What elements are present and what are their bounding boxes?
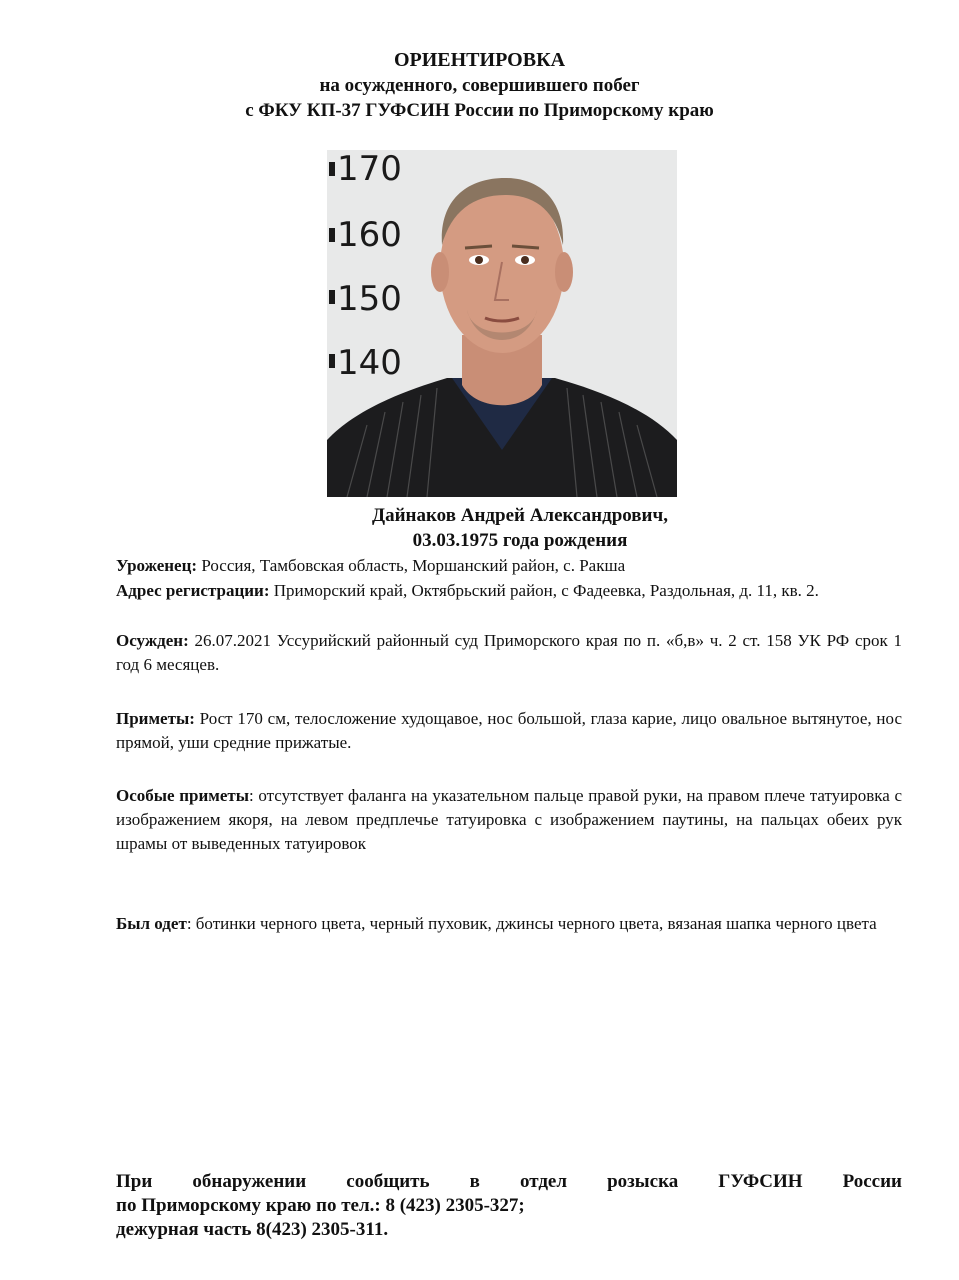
mugshot-illustration [327,150,677,497]
document-header [0,47,959,123]
clothing-paragraph [116,912,902,936]
special-marks-value: : отсутствует фаланга на указательном пальце правой руки, на правом плече татуировка с изображением якоря, на левом предплечье татуировка с изображением паутины, на пальцах обеих рук шрамы от выведенных татуировок [116,786,902,853]
document-title: ОРИЕНТИРОВКА [393,49,566,71]
contact-line-3: дежурная часть 8(423) 2305-311. [116,1219,389,1240]
address-label: Адрес регистрации: [116,581,270,600]
conviction-label: Осужден: [116,631,189,650]
conviction-value: 26.07.2021 Уссурийский районный суд Приморского края по п. «б,в» ч. 2 ст. 158 УК РФ срок 1 год 6 месяцев. [116,631,902,674]
description-paragraph [116,707,902,755]
clothing-value: : ботинки черного цвета, черный пуховик, джинсы черного цвета, вязаная шапка черного цвета [186,914,877,933]
address-value: Приморский край, Октябрьский район, с Фадеевка, Раздольная, д. 11, кв. 2. [269,581,819,600]
special-marks-paragraph [116,784,902,856]
birthplace-value: Россия, Тамбовская область, Моршанский район, с. Ракша [197,556,626,575]
suspect-photo [327,150,677,497]
clothing-label: Был одет [116,914,187,933]
height-mark-150: 150 [337,279,402,319]
description-label: Приметы: [116,709,195,728]
height-mark-160: 160 [337,215,402,255]
description-value: Рост 170 см, телосложение худощавое, нос большой, глаза карие, лицо овальное вытянутое, нос прямой, уши средние прижатые. [116,709,902,752]
person-birth-date: 03.03.1975 года рождения [412,530,628,551]
contact-line-1: При обнаружении сообщить в отдел розыска ГУФСИН России [116,1171,902,1192]
special-marks-label: Особые приметы [116,786,249,805]
contact-line-2: по Приморскому краю по тел.: 8 (423) 2305-327; [116,1195,525,1216]
address-paragraph [116,579,902,603]
document-subtitle-2: с ФКУ КП-37 ГУФСИН России по Приморскому краю [245,100,714,121]
birthplace-label: Уроженец: [116,556,198,575]
conviction-paragraph [116,629,902,677]
person-identity [0,503,959,553]
height-mark-140: 140 [337,343,402,383]
document-subtitle-1: на осужденного, совершившего побег [319,75,640,96]
person-name: Дайнаков Андрей Александрович, [372,505,668,526]
height-mark-170: 170 [337,150,402,189]
contact-footer [116,1170,902,1242]
birthplace-paragraph [116,554,902,578]
